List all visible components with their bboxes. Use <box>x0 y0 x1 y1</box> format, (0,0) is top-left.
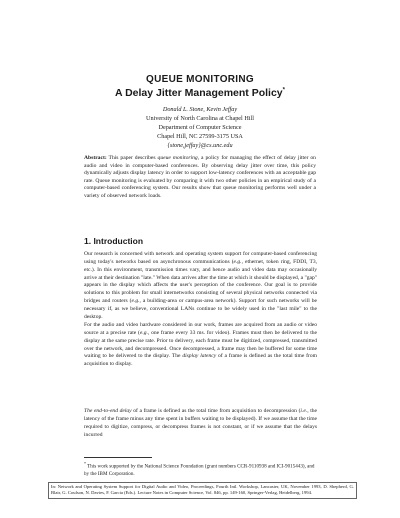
intro-paragraph-3 <box>84 408 317 439</box>
p1-eg: e.g. <box>233 258 242 265</box>
intro-paragraph-2 <box>84 322 317 369</box>
p2-text-b: , one frame every 33 ms. for video). Frames must then be delivered to the display at the same precise rate. Prior to delivery, each frame must be digitized, compressed, transmitted over the network, and decompressed. Once decompressed, a frame may then be buffered for some time waiting to be delivered to the display. The <box>84 329 317 360</box>
paper-title-line-2 <box>0 87 400 99</box>
p1-text-a: Our research is concerned with network and operating system support for computer-based conferencing using today's networks based on asynchronous communications ( <box>84 251 317 265</box>
abstract-text-1: This paper describes <box>106 155 158 161</box>
affiliation-university: University of North Carolina at Chapel Hill <box>146 115 254 122</box>
p2-text-a: For the audio and video hardware considered in our work, frames are acquired from an audio or video source at a precise rate ( <box>84 322 317 336</box>
abstract-term: queue monitoring <box>157 155 198 161</box>
p3-ie: i.e. <box>300 408 308 414</box>
p1-text-c: , a building-area or campus-area network). Support for such networks will be necessary if, as we believe, conventional LANs continue to be widely used in the "last mile" to the desktop. <box>84 298 317 320</box>
p2-term: display latency <box>182 353 217 360</box>
footnote-text: This work supported by the National Science Foundation (grant numbers CCR-9110938 and ICI-9015443), and by the IBM Corporation. <box>84 463 315 477</box>
affiliation-address: Chapel Hill, NC 27599-3175 USA <box>157 133 243 140</box>
p3-text-a: of a frame is defined as the total time from acquisition to decompression ( <box>131 408 301 414</box>
p1-eg-2: e.g. <box>131 298 140 305</box>
intro-paragraph-1 <box>84 251 317 322</box>
abstract-text-2: , a policy for managing the effect of delay jitter on audio and video in computer-based conferences. By observing delay jitter over time, this policy dynamically adjusts display latency in order to support low-latency conferences with an acceptable gap rate. Queue monitoring is evaluated by comparing it with two other policies in an empirical study of a computer-based conferencing system. Our results show that queue monitoring performs well under a variety of observed network loads. <box>84 155 316 199</box>
citation-box: In: Network and Operating System Support for Digital Audio and Video, Proceedings, Fourth Intl. Workshop, Lancaster, UK, November 1993, D. Shepherd, G. Blair, G. Coulson, N. Davies, F. Garcia (Eds.). Lecture Notes in Computer Science, Vol. 846, pp. 149-160, Springer-Verlag, Heidelberg, 1994. <box>48 482 357 499</box>
abstract <box>84 155 316 201</box>
section-heading: 1. Introduction <box>84 236 144 246</box>
p3-text-b: , the latency of the frame minus any time spent in buffers waiting to be displayed). If we assume that the time required to digitize, compress, or decompress frames is not constant, or if we assume that the delays incurred <box>84 408 317 438</box>
p1-text-b: , ethernet, token ring, FDDI, T3, etc.). In this environment, transmission times vary, and hence audio and video data may occasionally arrive at their destination "late." When data arrives after the time at which it should be displayed, a "gap" appears in the display which affects the user's perception of the conference. Our goal is to provide solutions to this problem for small internetworks consisting of several physical networks connected via bridges and routers ( <box>84 258 317 305</box>
abstract-label: Abstract: <box>84 155 107 161</box>
footnote <box>84 460 317 478</box>
paper-title-line-1: QUEUE MONITORING <box>146 74 254 85</box>
author-names: Donald L. Stone, Kevin Jeffay <box>162 106 238 113</box>
author-email: {stone,jeffay}@cs.unc.edu <box>167 142 233 149</box>
affiliation-department: Department of Computer Science <box>158 124 242 131</box>
title-footnote-marker: * <box>282 87 285 94</box>
paper-subtitle: A Delay Jitter Management Policy <box>114 87 283 99</box>
p2-eg: e.g. <box>139 329 148 336</box>
footnote-divider <box>84 457 152 458</box>
p2-text-c: of a frame is defined as the total time from acquisition to display. <box>84 353 317 368</box>
footnote-marker: * <box>84 461 86 466</box>
p3-term: The end-to-end delay <box>84 408 132 414</box>
